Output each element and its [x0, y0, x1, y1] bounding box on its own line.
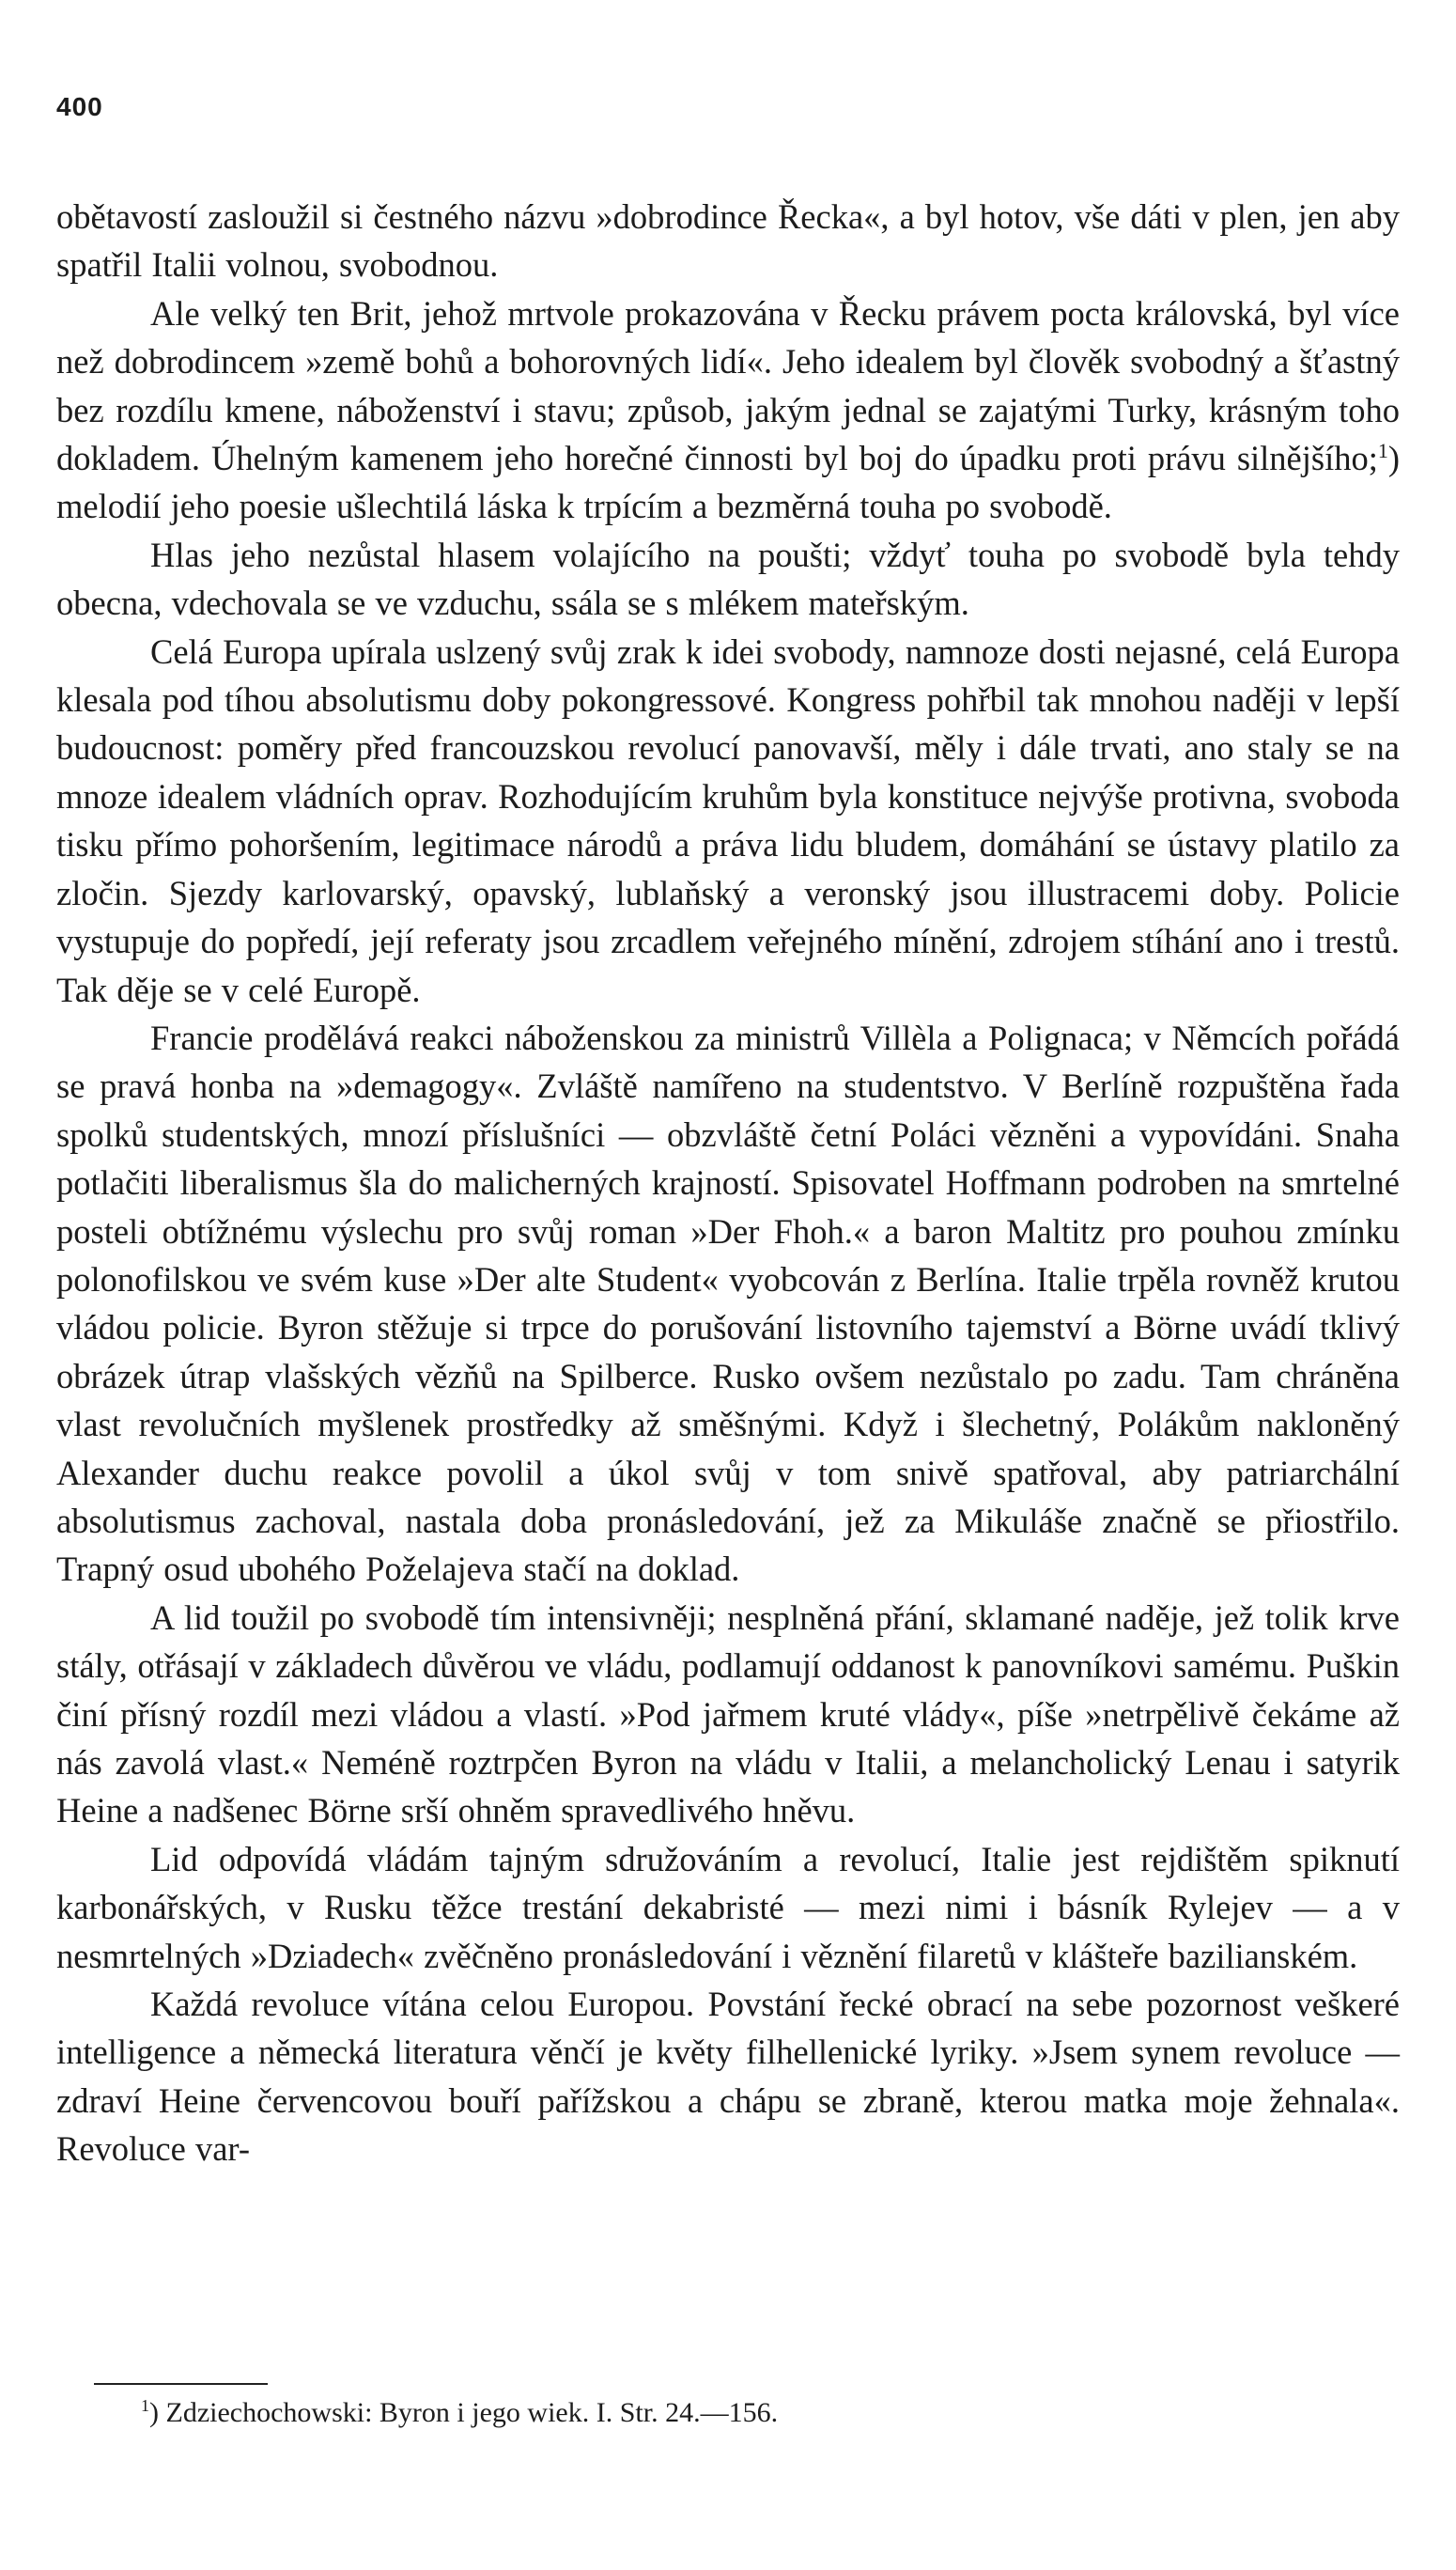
- paragraph: Ale velký ten Brit, jehož mrtvole prokazována v Řecku právem pocta královská, byl více než dobrodincem »země bohů a bohorovných lidí«. Jeho idealem byl člověk svobodný a šťastný bez rozdílu kmene, náboženství i stavu; způsob, jakým jednal se zajatými Turky, krásným toho dokladem. Úhelným kamenem jeho horečné činnosti byl boj do úpadku proti právu silnějšího;$^1$) melodií jeho poesie ušlechtilá láska k trpícím a bezměrná touha po svobodě.: [56, 293, 1400, 526]
- footnote: [141, 2394, 778, 2432]
- paragraph: A lid toužil po svobodě tím intensivněji; nesplněná přání, sklamané naděje, jež tolik krve stály, otřásají v základech důvěrou ve vládu, podlamují oddanost k panovníkovi samému. Puškin činí přísný rozdíl mezi vládou a vlastí. »Pod jařmem kruté vlády«, píše »netrpělivě čekáme až nás zavolá vlast.« Neméně roztrpčen Byron na vládu v Italii, a melancholický Lenau i satyrik Heine a nadšenec Börne srší ohněm spravedlivého hněvu.: [56, 1597, 1400, 1830]
- paragraph: Francie prodělává reakci náboženskou za ministrů Villèla a Polignaca; v Němcích pořádá se pravá honba na »demagogy«. Zvláště namířeno na studentstvo. V Berlíně rozpuštěna řada spolků studentských, mnozí příslušníci — obzvláště četní Poláci vězněni a vypovídáni. Snaha potlačiti liberalismus šla do malicherných krajností. Spisovatel Hoffmann podroben na smrtelné posteli obtížnému výslechu pro svůj roman »Der Fhoh.« a baron Maltitz pro pouhou zmínku polonofilskou ve svém kuse »Der alte Student« vyobcován z Berlína. Italie trpěla rovněž krutou vládou policie. Byron stěžuje si trpce do porušování listovního tajemství a Börne uvádí tklivý obrázek útrap vlašských vězňů na Spilberce. Rusko ovšem nezůstalo po zadu. Tam chráněna vlast revolučních myšlenek prostředky až směšnými. Když i šlechetný, Polákům nakloněný Alexander duchu reakce povolil a úkol svůj v tom snivě spatřoval, aby patriarchální absolutismus zachoval, nastala doba pronásledování, jež za Mikuláše značně se přiostřilo. Trapný osud ubohého Poželajeva stačí na doklad.: [56, 1018, 1400, 1589]
- paragraph: Hlas jeho nezůstal hlasem volajícího na poušti; vždyť touha po svobodě byla tehdy obecna, vdechovala se ve vzduchu, ssála se s mlékem mateřským.: [56, 535, 1400, 623]
- paragraph: obětavostí zasloužil si čestného názvu »dobrodince Řecka«, a byl hotov, vše dáti v plen, jen aby spatřil Italii volnou, svobodnou.: [56, 197, 1400, 285]
- footnote-divider: [94, 2383, 268, 2385]
- footnote-marker: 1: [141, 2396, 149, 2416]
- body-text: [56, 193, 1400, 2173]
- paragraph: Každá revoluce vítána celou Europou. Povstání řecké obrací na sebe pozornost veškeré intelligence a německá literatura věnčí je květy filhellenické lyriky. »Jsem synem revoluce — zdraví Heine červencovou bouří pařížskou a chápu se zbraně, kterou matka moje žehnala«. Revoluce var-: [56, 1985, 1400, 2169]
- footnote-reference: 1: [1377, 438, 1388, 462]
- footnote-text: ) Zdziechochowski: Byron i jego wiek. I. Str. 24.—156.: [149, 2397, 779, 2428]
- paragraph: Lid odpovídá vládám tajným sdružováním a revolucí, Italie jest rejdištěm spiknutí karbonářských, v Rusku těžce trestání dekabristé — mezi nimi i básník Rylejev — a v nesmrtelných »Dziadech« zvěčněno pronásledování i věznění filaretů v klášteře bazilianském.: [56, 1839, 1400, 1975]
- paragraph: Celá Europa upírala uslzený svůj zrak k idei svobody, namnoze dosti nejasné, celá Europa klesala pod tíhou absolutismu doby pokongressové. Kongress pohřbil tak mnohou naději v lepší budoucnost: poměry před francouzskou revolucí panovavší, měly i dále trvati, ano staly se na mnoze idealem vládních oprav. Rozhodujícím kruhům byla konstituce nejvýše protivna, svoboda tisku přímo pohoršením, legitimace národů a práva lidu bludem, domáhání se ústavy platilo za zločin. Sjezdy karlovarský, opavský, lublaňský a veronský jsou illustracemi doby. Policie vystupuje do popředí, její referaty jsou zrcadlem veřejného mínění, zdrojem stíhání ano i trestů. Tak děje se v celé Europě.: [56, 631, 1400, 1009]
- page-number: 400: [56, 92, 103, 121]
